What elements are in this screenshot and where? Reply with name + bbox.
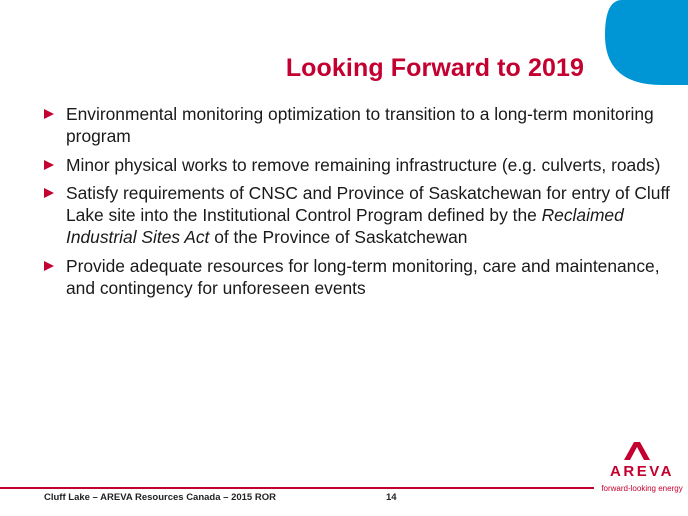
bullet-text: Minor physical works to remove remaining infrastructure (e.g. culverts, roads) (66, 154, 661, 175)
bullet-text: Provide adequate resources for long-term monitoring, care and maintenance, and contingency for unforeseen events (66, 255, 660, 298)
bullet-item (44, 182, 674, 248)
bullet-arrow-icon (44, 109, 54, 119)
bullet-text-continued: of the Province of Saskatchewan (209, 227, 468, 247)
bullet-text: Environmental monitoring optimization to transition to a long-term monitoring program (66, 104, 654, 146)
act-name: Reclaimed Industrial Sites Act (66, 205, 624, 247)
bullet-text: Satisfy requirements of CNSC and Province of Saskatchewan for entry of Cluff Lake site into the Institutional Control Program defined by the (66, 183, 670, 225)
svg-text:AREVA: AREVA (610, 463, 674, 480)
areva-logo (600, 438, 684, 500)
bullet-arrow-icon (44, 261, 54, 271)
slide-title: Looking Forward to 2019 (285, 54, 584, 82)
page-number: 14 (386, 492, 397, 503)
bullet-item (44, 255, 674, 299)
bullet-item (44, 103, 674, 147)
bullet-arrow-icon (44, 188, 54, 198)
bullet-arrow-icon (44, 160, 54, 170)
bullet-list (44, 103, 674, 305)
corner-decoration (0, 0, 688, 100)
svg-text:forward-looking energy: forward-looking energy (601, 484, 683, 493)
bullet-item (44, 154, 674, 176)
footer-divider (0, 487, 594, 489)
footer-caption: Cluff Lake – AREVA Resources Canada – 2015 ROR (44, 492, 276, 503)
